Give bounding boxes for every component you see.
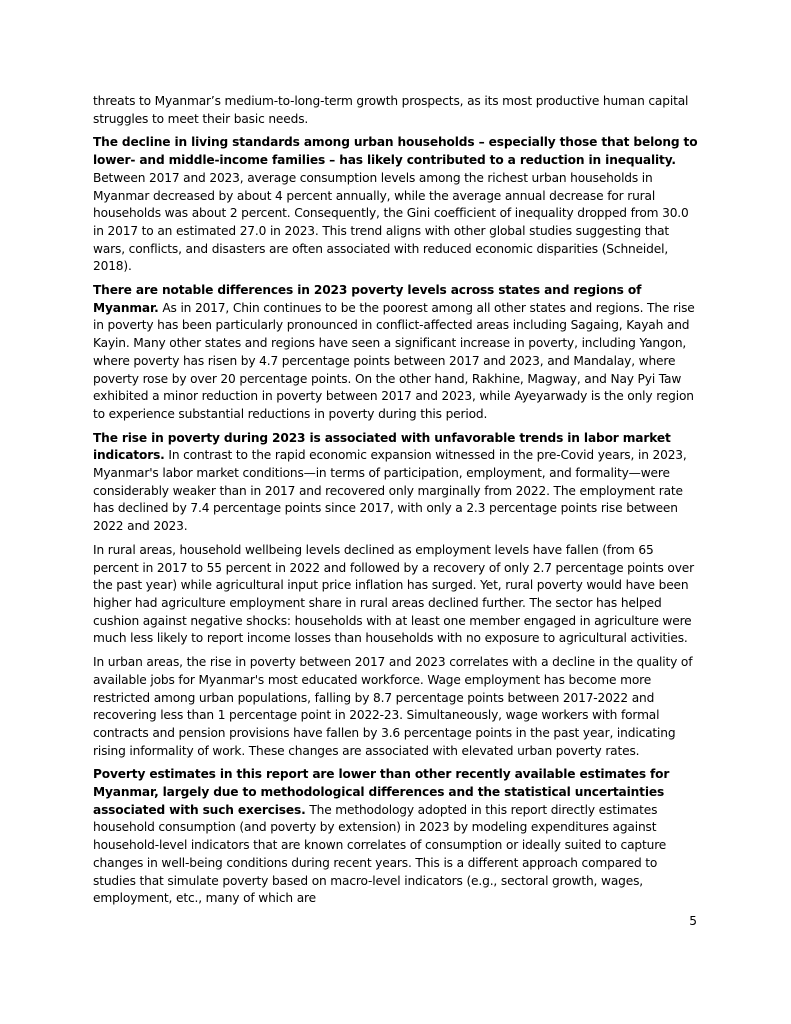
paragraph-labor-market	[93, 430, 701, 536]
paragraph-inequality	[93, 134, 701, 276]
paragraph-urban-areas	[93, 654, 701, 760]
paragraph-text: In rural areas, household wellbeing levels declined as employment levels have fallen (from 65 percent in 2017 to 55 percent in 2022 and followed by a recovery of only 2.7 percentage points over the past year) while agricultural input price inflation has surged. Yet, rural poverty would have been higher had agriculture employment share in rural areas declined further. The sector has helped cushion against negative shocks: households with at least one member engaged in agriculture were much less likely to report income losses than households with no exposure to agricultural activities.	[93, 542, 694, 646]
document-body	[93, 93, 701, 914]
paragraph-text: In urban areas, the rise in poverty between 2017 and 2023 correlates with a decline in the quality of available jobs for Myanmar's most educated workforce. Wage employment has become more restricted among urban populations, falling by 8.7 percentage points between 2017-2022 and recovering less than 1 percentage point in 2022-23. Simultaneously, wage workers with formal contracts and pension provisions have fallen by 3.6 percentage points in the past year, indicating rising informality of work. These changes are associated with elevated urban poverty rates.	[93, 655, 693, 758]
paragraph-lead: Poverty estimates in this report are lower than other recently available estimates for Myanmar, largely due to methodological differences and the statistical uncertainties associated with such exercises.	[93, 767, 670, 817]
paragraph-text: The methodology adopted in this report directly estimates household consumption (and poverty by extension) in 2023 by modeling expenditures against household-level indicators that are known correlates of consumption or ideally suited to capture changes in well-being conditions during recent years. This is a different approach compared to studies that simulate poverty based on macro-level indicators (e.g., sectoral growth, wages, employment, etc., many of which are	[93, 802, 667, 906]
paragraph-regional-poverty	[93, 282, 701, 424]
paragraph-rural-areas	[93, 542, 701, 648]
paragraph-lead: The rise in poverty during 2023 is associated with unfavorable trends in labor market indicators.	[93, 430, 671, 463]
paragraph-text: Between 2017 and 2023, average consumption levels among the richest urban households in Myanmar decreased by about 4 percent annually, while the average annual decrease for rural households was about 2 percent. Consequently, the Gini coefficient of inequality dropped from 30.0 in 2017 to an estimated 27.0 in 2023. This trend aligns with other global studies suggesting that wars, conflicts, and disasters are often associated with reduced economic disparities (Schneidel, 2018).	[93, 170, 689, 274]
paragraph-lead: There are notable differences in 2023 poverty levels across states and regions of Myanmar.	[93, 283, 642, 315]
page-number: 5	[689, 914, 697, 928]
paragraph-text: As in 2017, Chin continues to be the poorest among all other states and regions. The rise in poverty has been particularly pronounced in conflict-affected areas including Sagaing, Kayah and Kayin. Many other states and regions have seen a significant increase in poverty, including Yangon, where poverty has risen by 4.7 percentage points between 2017 and 2023, and Mandalay, where poverty rose by over 20 percentage points. On the other hand, Rakhine, Magway, and Nay Pyi Taw exhibited a minor reduction in poverty between 2017 and 2023, while Ayeyarwady is the only region to experience substantial reductions in poverty during this period.	[93, 300, 695, 421]
paragraph-intro-continuation	[93, 93, 701, 128]
paragraph-poverty-estimates	[93, 766, 701, 908]
paragraph-text: threats to Myanmar’s medium-to-long-term growth prospects, as its most productive human capital struggles to meet their basic needs.	[93, 94, 689, 126]
paragraph-text: In contrast to the rapid economic expansion witnessed in the pre-Covid years, in 2023, Myanmar's labor market conditions—in terms of participation, employment, and formality—were considerably weaker than in 2017 and recovered only marginally from 2022. The employment rate has declined by 7.4 percentage points since 2017, with only a 2.3 percentage points rise between 2022 and 2023.	[93, 448, 687, 534]
paragraph-lead: The decline in living standards among urban households – especially those that belong to lower- and middle-income families – has likely contributed to a reduction in inequality.	[93, 135, 698, 168]
